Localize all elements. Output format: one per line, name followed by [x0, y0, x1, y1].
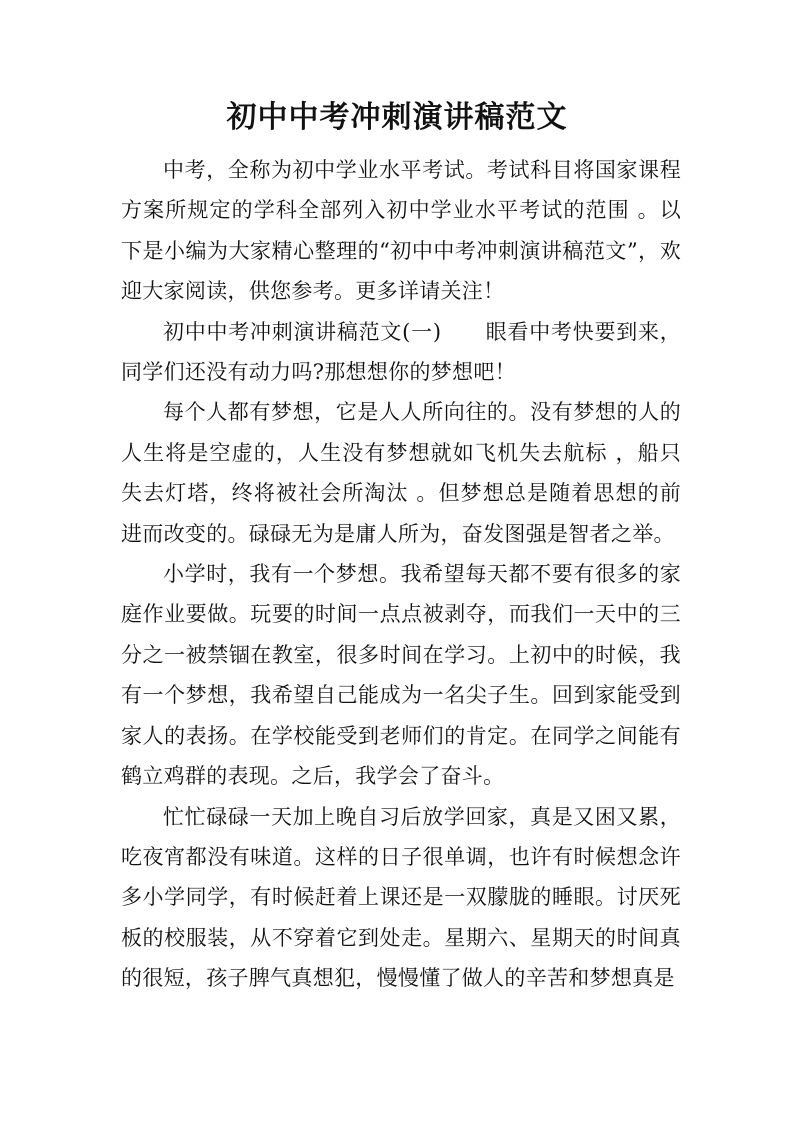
paragraph-dreams: 每个人都有梦想，它是人人所向往的。没有梦想的人的人生将是空虚的，人生没有梦想就如飞机失去航标 ，船只失去灯塔，终将被社会所淘汰 。但梦想总是随着思想的前进而改变的。碌碌无为是庸人所为，奋发图强是智者之举。	[121, 400, 681, 546]
document-body	[121, 150, 681, 999]
paragraph-primary-school: 小学时，我有一个梦想。我希望每天都不要有很多的家庭作业要做。玩要的时间一点点被剥夺，而我们一天中的三分之一被禁锢在教室，很多时间在学习。上初中的时候，我有一个梦想，我希望自己能成为一名尖子生。回到家能受到家人的表扬。在学校能受到老师们的肯定。在同学之间能有鹤立鸡群的表现。之后，我学会了奋斗。	[121, 562, 681, 789]
section-intro: 眼看中考快要到来，同学们还没有动力吗?那想想你的梦想吧！	[121, 319, 681, 385]
document-title: 初中中考冲刺演讲稿范文	[226, 100, 568, 135]
section-heading: 初中中考冲刺演讲稿范文(一)	[163, 319, 442, 344]
paragraph-busy-days: 忙忙碌碌一天加上晚自习后放学回家，真是又困又累，吃夜宵都没有味道。这样的日子很单调，也许有时候想念许多小学同学，有时候赶着上课还是一双朦胧的睡眼。讨厌死板的校服装，从不穿着它到处走。星期六、星期天的时间真的很短，孩子脾气真想犯，慢慢懂了做人的辛苦和梦想真是	[121, 804, 681, 991]
paragraph-intro: 中考，全称为初中学业水平考试。考试科目将国家课程方案所规定的学科全部列入初中学业水平考试的范围 。以下是小编为大家精心整理的“初中中考冲刺演讲稿范文”，欢迎大家阅读，供您参考。更多详请关注！	[121, 158, 681, 304]
paragraph-section-start	[121, 312, 681, 393]
